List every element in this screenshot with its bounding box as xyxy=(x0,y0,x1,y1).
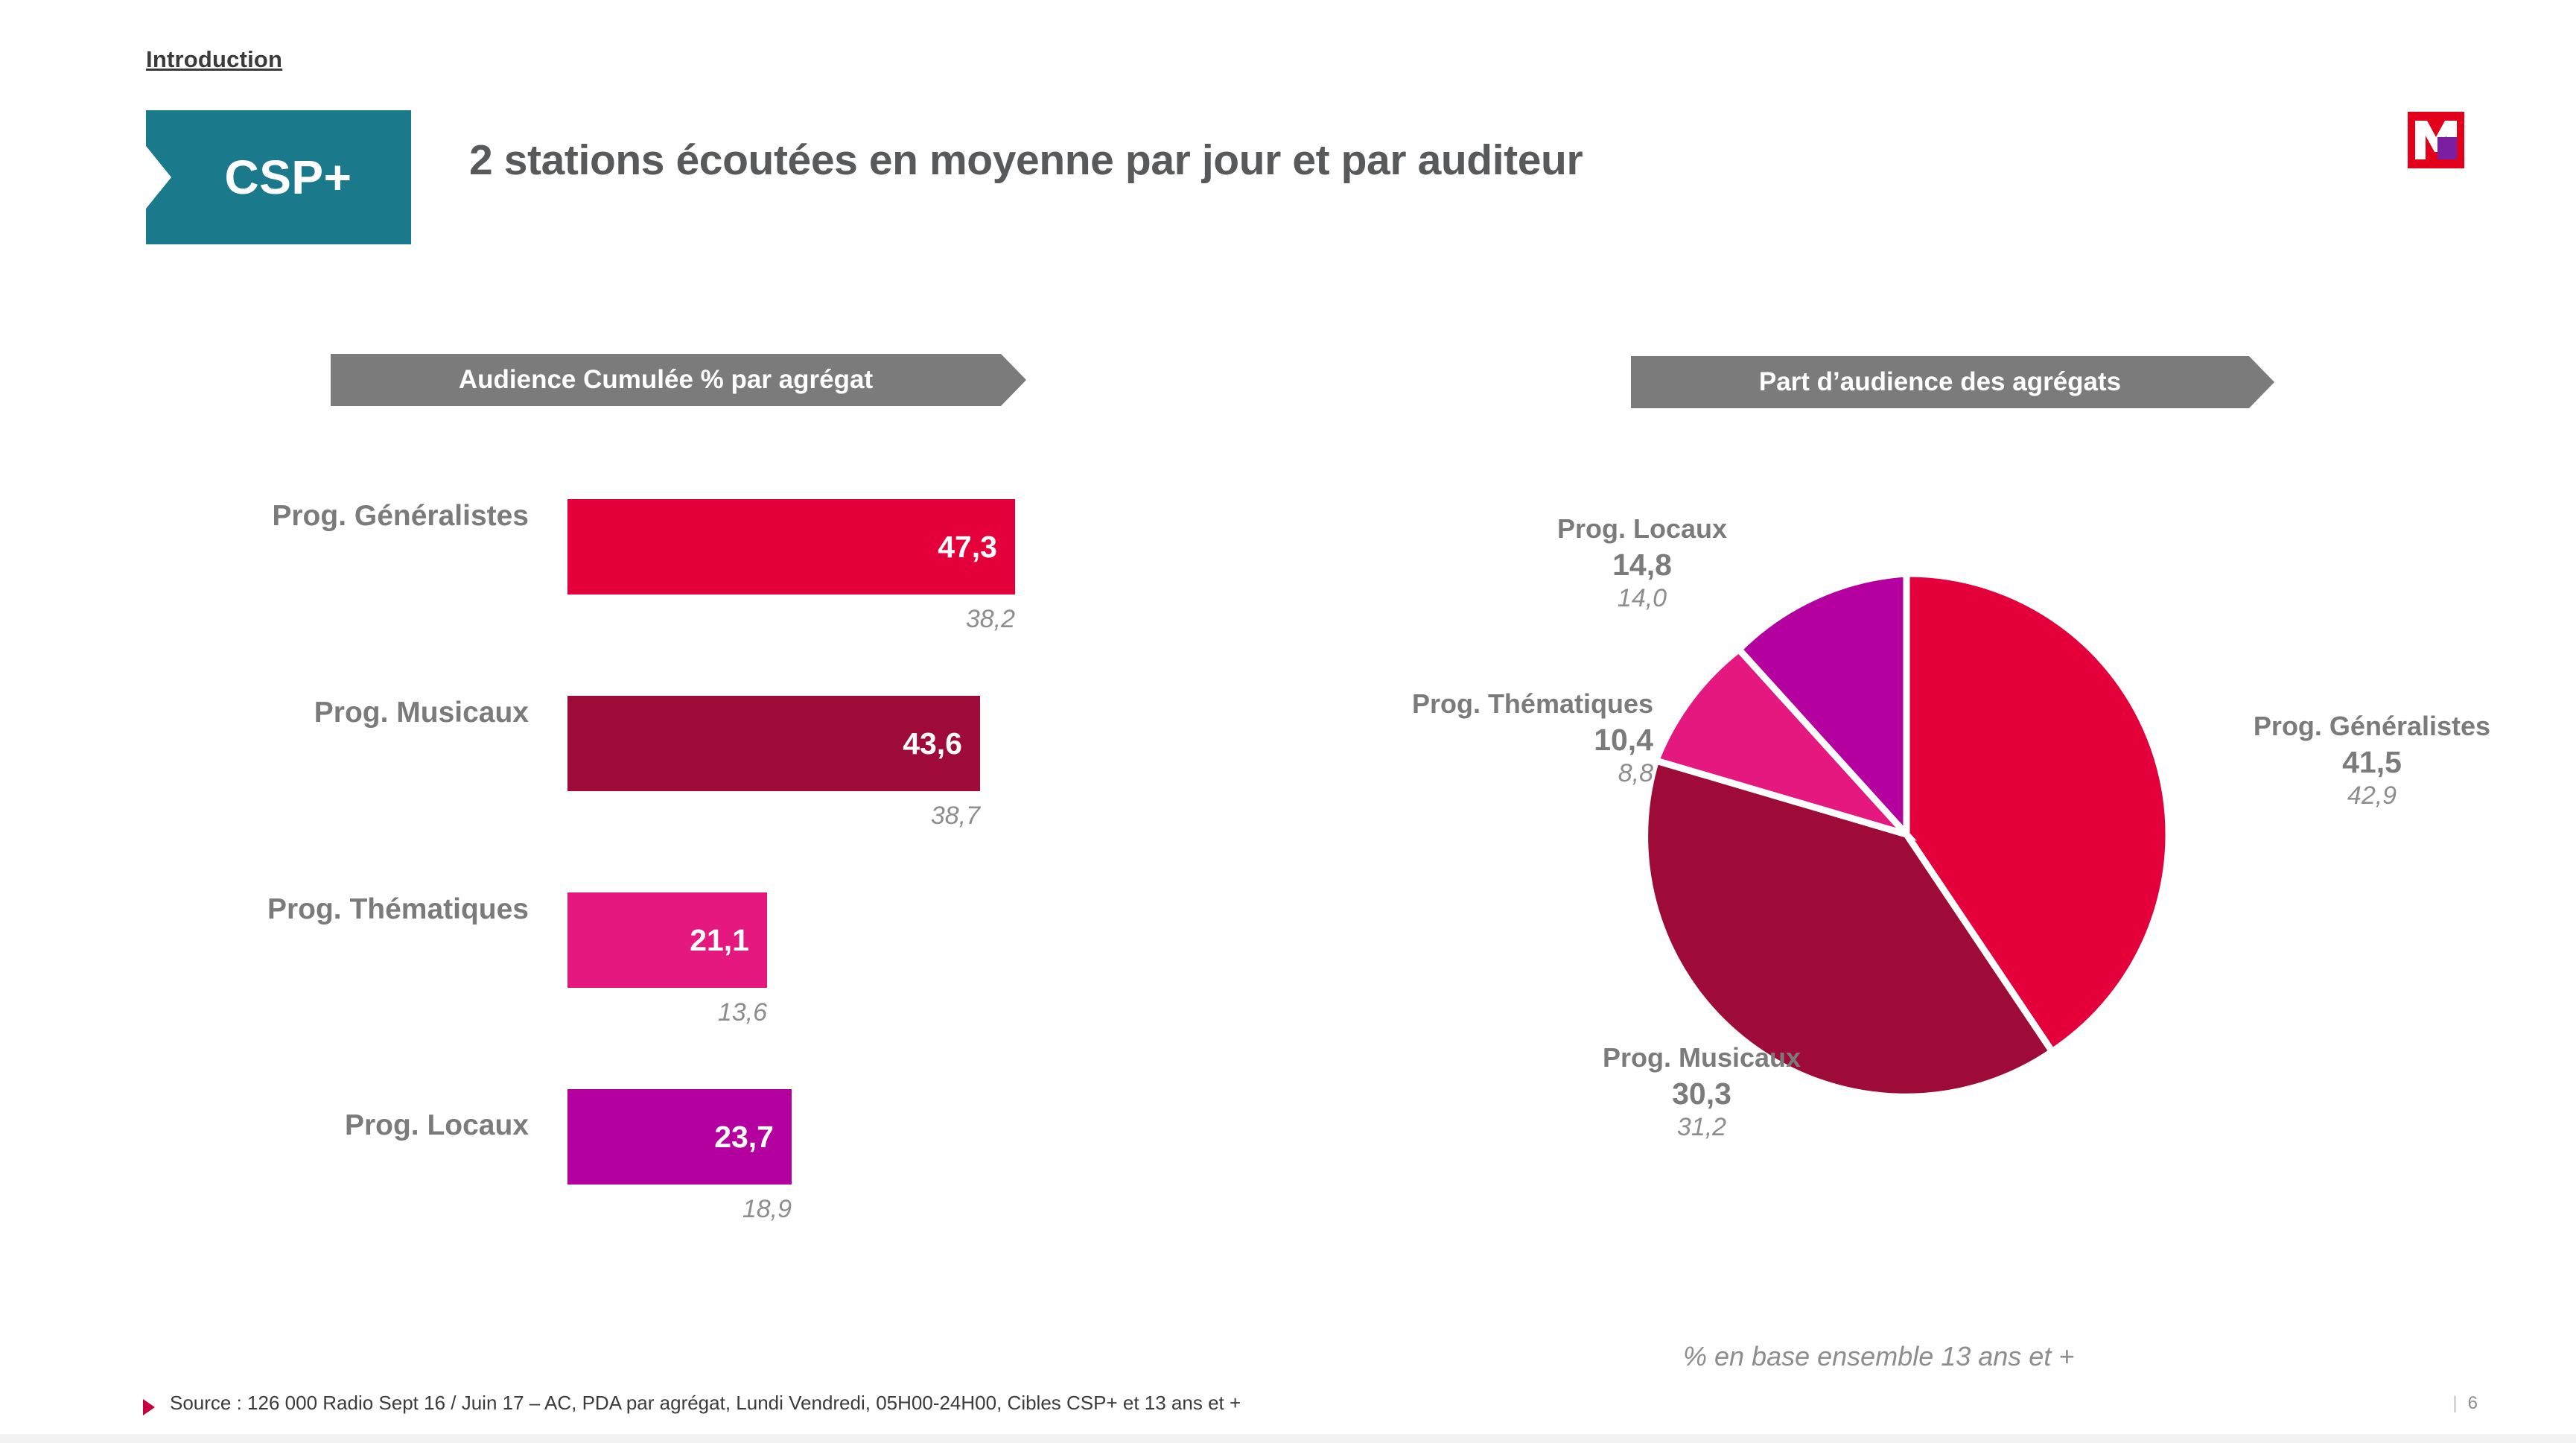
pie-label-thematiques xyxy=(1385,689,1653,787)
pie-label-secondary: 31,2 xyxy=(1676,1112,1727,1141)
pie-label-value: 30,3 xyxy=(1672,1076,1731,1111)
audience-target-tag xyxy=(146,110,411,244)
bar-row xyxy=(112,688,1043,837)
source-note: Source : 126 000 Radio Sept 16 / Juin 17 – AC, PDA par agrégat, Lundi Vendredi, 05H00-24H00, Cibles CSP+ et 13 ans et + xyxy=(170,1392,1241,1414)
pie-chart-banner xyxy=(1631,356,2249,408)
pie-label-name: Prog. Locaux xyxy=(1556,513,1728,544)
bar-chart-banner-label: Audience Cumulée % par agrégat xyxy=(458,365,874,394)
bar-thematiques xyxy=(567,892,767,988)
bar-value: 47,3 xyxy=(938,529,997,564)
pie-label-musicaux xyxy=(1579,1043,1825,1141)
pie-label-value: 14,8 xyxy=(1612,547,1672,582)
bar-locaux xyxy=(567,1089,792,1184)
bullet-triangle-icon xyxy=(143,1399,155,1415)
pie-label-secondary: 8,8 xyxy=(1618,758,1653,787)
pie-chart-banner-label: Part d’audience des agrégats xyxy=(1758,367,2122,396)
bar-label-text: Prog. Locaux xyxy=(344,1109,529,1141)
audience-target-label: CSP+ xyxy=(224,150,352,204)
bar-secondary-value: 18,9 xyxy=(742,1195,792,1223)
bar-row xyxy=(112,1082,1043,1231)
bar-chart-banner xyxy=(331,354,1001,406)
page-number-area xyxy=(2452,1393,2478,1414)
bar-generalistes xyxy=(567,499,1015,594)
section-kicker: Introduction xyxy=(146,46,283,72)
pie-label-generalistes xyxy=(2249,711,2495,810)
bar-label xyxy=(112,501,529,532)
bar-row xyxy=(112,492,1043,641)
pie-label-locaux xyxy=(1519,514,1765,612)
bar-label-text: Prog. Musicaux xyxy=(314,697,529,729)
bar-label-text: Prog. Thématiques xyxy=(267,893,529,925)
pie-label-name: Prog. Musicaux xyxy=(1602,1042,1801,1073)
page-number: 6 xyxy=(2467,1393,2478,1413)
pie-label-secondary: 14,0 xyxy=(1617,583,1667,612)
pie-label-name: Prog. Généralistes xyxy=(2253,711,2491,741)
pie-chart xyxy=(1638,566,2175,1103)
page-separator: | xyxy=(2452,1393,2458,1413)
bar-secondary-value: 13,6 xyxy=(717,998,767,1027)
bar-value: 43,6 xyxy=(903,726,962,761)
pie-label-name: Prog. Thématiques xyxy=(1411,688,1653,719)
bar-musicaux xyxy=(567,696,980,791)
pie-label-secondary: 42,9 xyxy=(2347,781,2397,810)
bar-secondary-value: 38,2 xyxy=(965,605,1015,633)
bar-label xyxy=(112,697,529,729)
pie-chart-note: % en base ensemble 13 ans et + xyxy=(1683,1341,2075,1371)
bar-chart xyxy=(112,492,1043,1237)
bar-secondary-value: 38,7 xyxy=(930,802,980,830)
bar-label xyxy=(112,1110,529,1141)
page-title: 2 stations écoutées en moyenne par jour et par auditeur xyxy=(469,136,1583,184)
bar-value: 21,1 xyxy=(690,922,749,957)
m6-logo-icon xyxy=(2408,112,2464,168)
bar-label-text: Prog. Généralistes xyxy=(272,500,529,532)
bottom-rule xyxy=(0,1434,2576,1443)
pie-label-value: 41,5 xyxy=(2342,744,2402,779)
bar-row xyxy=(112,885,1043,1034)
bar-value: 23,7 xyxy=(714,1119,774,1154)
pie-label-value: 10,4 xyxy=(1594,722,1653,757)
bar-label xyxy=(112,894,529,925)
